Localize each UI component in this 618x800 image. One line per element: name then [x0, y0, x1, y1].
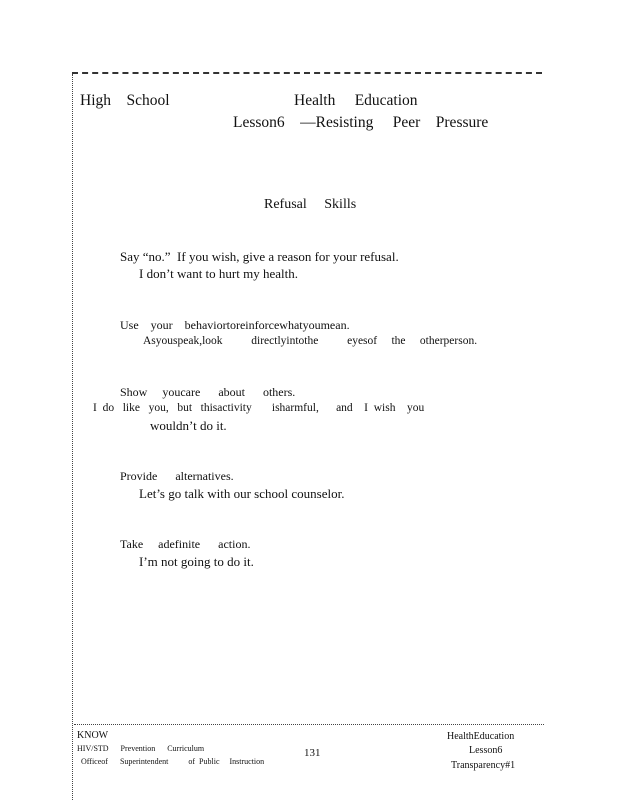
page-title: Refusal Skills [264, 197, 357, 212]
top-dashed-border [72, 72, 542, 74]
footer-curriculum: HIV/STD Prevention Curriculum [77, 744, 205, 753]
skill-5-example: I’m not going to do it. [139, 554, 254, 569]
header-left: High School [80, 92, 170, 109]
header-center: Health Education [294, 92, 418, 109]
skill-4-example: Let’s go talk with our school counselor. [139, 486, 345, 501]
skill-1-example: I don’t want to hurt my health. [139, 266, 298, 281]
skill-5-label: Take adefinite action. [120, 537, 251, 551]
skill-3-label: Show youcare about others. [120, 385, 296, 399]
lesson-title: Lesson6 —Resisting Peer Pressure [233, 114, 489, 131]
footer-lesson: Lesson6 [469, 745, 503, 756]
footer-know: KNOW [77, 730, 109, 741]
footer-office: Officeof Superintendent of Public Instruction [81, 757, 265, 766]
skill-2-example: Asyouspeak,look directlyintothe eyesof the otherperson. [143, 335, 478, 347]
skill-3-example-line1: I do like you, but thisactivity isharmful, and I wish you [93, 402, 425, 414]
skill-4-label: Provide alternatives. [120, 469, 234, 483]
footer-health-education: HealthEducation [447, 731, 515, 742]
skill-3-example-line2: wouldn’t do it. [150, 418, 227, 433]
skill-1-label: Say “no.” If you wish, give a reason for your refusal. [120, 249, 399, 264]
footer-divider [74, 724, 544, 725]
page-number: 131 [304, 747, 321, 759]
footer-transparency: Transparency#1 [451, 760, 516, 771]
skill-2-label: Use your behaviortoreinforcewhatyoumean. [120, 318, 350, 332]
left-dotted-border [72, 74, 73, 800]
